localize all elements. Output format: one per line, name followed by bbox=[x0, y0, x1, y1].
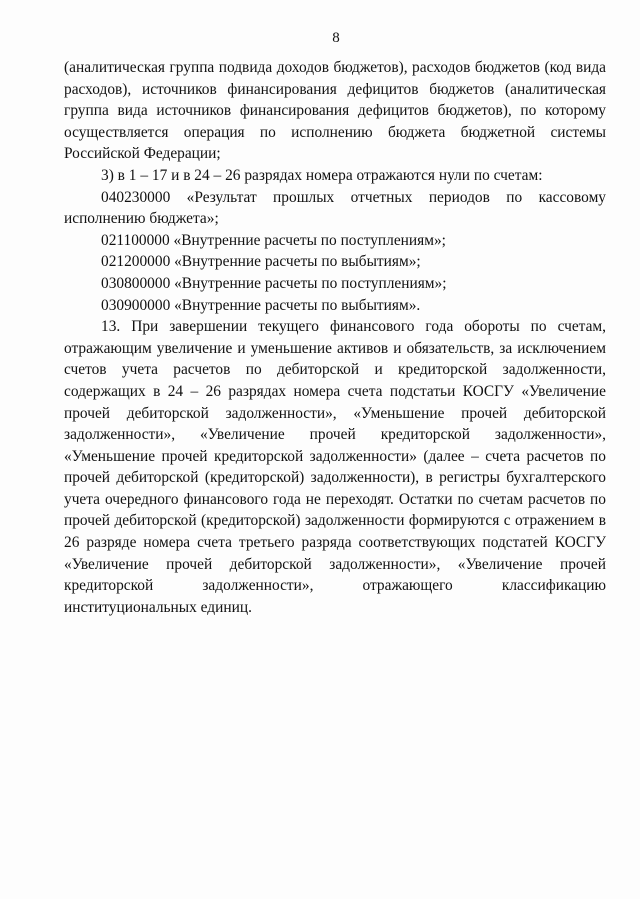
account-line: 040230000 «Результат прошлых отчетных периодов по кассовому исполнению бюджета»; bbox=[64, 188, 606, 228]
paragraph-section-13: 13. При завершении текущего финансового года обороты по счетам, отражающим увеличение и уменьшение активов и обязательств, за исключением счетов учета расчетов по дебиторской и кредиторской задолженности, содержащих в 24 – 26 разрядах номера счета подстатьи КОСГУ «Увеличение прочей дебиторской задолженности», «Уменьшение прочей дебиторской задолженности», «Увеличение прочей кредиторской задолженности», «Уменьшение прочей кредиторской задолженности» (далее – счета расчетов по прочей дебиторской (кредиторской) задолженности), в регистры бухгалтерского учета очередного финансового года не переходят. Остатки по счетам расчетов по прочей дебиторской (кредиторской) задолженности формируются с отражением в 26 разряде номера счета третьего разряда соответствующих подстатей КОСГУ «Увеличение прочей дебиторской задолженности», «Увеличение прочей кредиторской задолженности», отражающего классификацию институциональных единиц. bbox=[64, 318, 606, 616]
account-line: 021200000 «Внутренние расчеты по выбытиям»; bbox=[101, 253, 421, 271]
paragraph-continuation: (аналитическая группа подвида доходов бюджетов), расходов бюджетов (код вида расходов), источников финансирования дефицитов бюджетов (аналитическая группа вида источников финансирования дефицитов бюджетов), по которому осуществляется операция по исполнению бюджета бюджетной системы Российской Федерации; bbox=[64, 59, 606, 163]
page-number: 8 bbox=[332, 30, 340, 46]
account-line: 030900000 «Внутренние расчеты по выбытиям». bbox=[101, 296, 421, 314]
account-line: 030800000 «Внутренние расчеты по поступлениям»; bbox=[101, 274, 447, 292]
account-line: 021100000 «Внутренние расчеты по поступлениям»; bbox=[101, 231, 446, 249]
paragraph-item-3: 3) в 1 – 17 и в 24 – 26 разрядах номера отражаются нули по счетам: bbox=[101, 166, 543, 184]
document-body bbox=[64, 57, 606, 618]
